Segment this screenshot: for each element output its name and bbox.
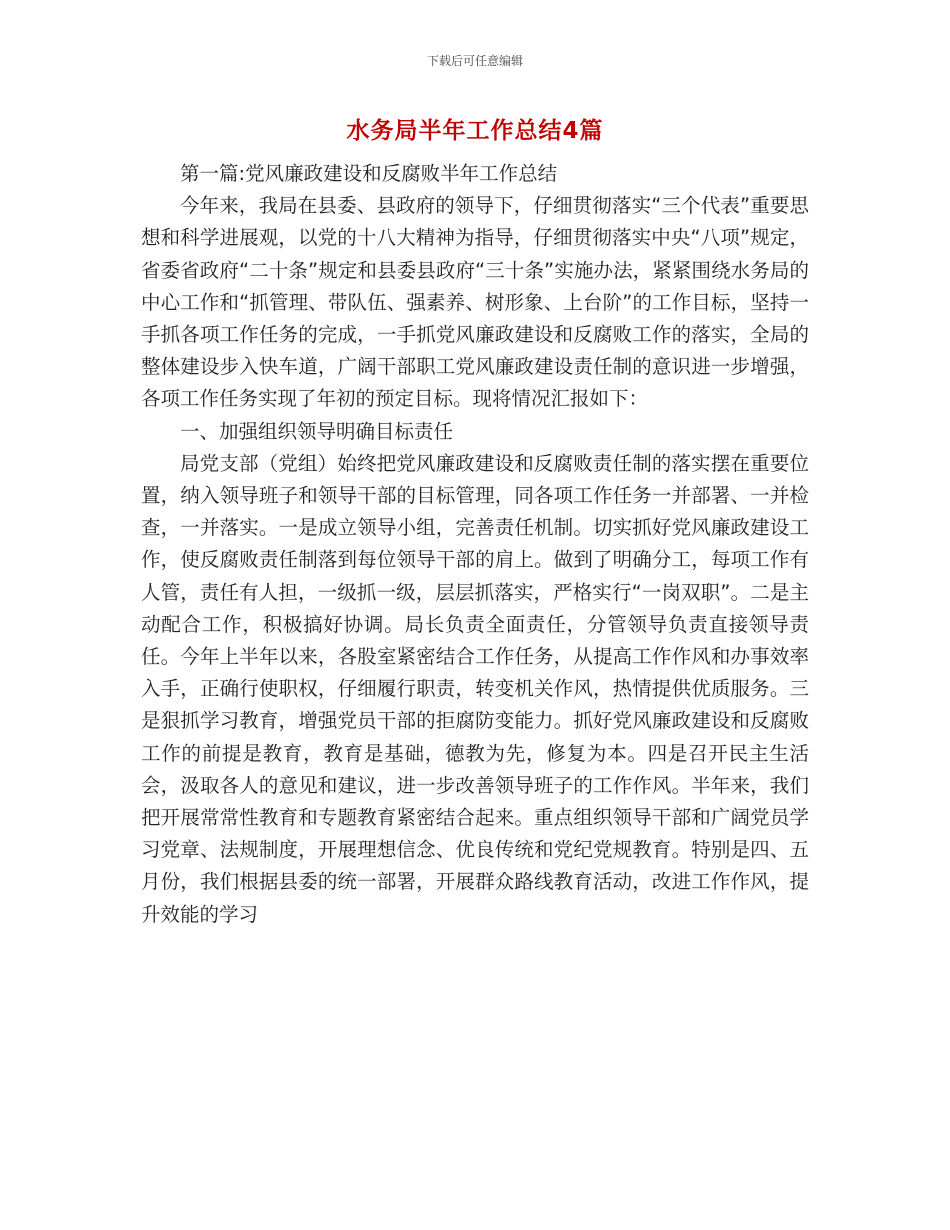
body-paragraph: 今年来，我局在县委、县政府的领导下，仔细贯彻落实“三个代表”重要思想和科学进展观，以党的十八大精神为指导，仔细贯彻落实中央“八项”规定，省委省政府“二十条”规定和县委县政府“三十条”实施办法，紧紧围绕水务局的中心工作和“抓管理、带队伍、强素养、树形象、上台阶”的工作目标，坚持一手抓各项工作任务的完成，一手抓党风廉政建设和反腐败工作的落实，全局的整体建设步入快车道，广阔干部职工党风廉政建设责任制的意识进一步增强，各项工作任务实现了年初的预定目标。现将情况汇报如下：: [141, 194, 809, 411]
header-note: 下载后可任意编辑: [426, 54, 523, 68]
document-body: [141, 158, 809, 931]
body-paragraph: 局党支部（党组）始终把党风廉政建设和反腐败责任制的落实摆在重要位置，纳入领导班子和领导干部的目标管理，同各项工作任务一并部署、一并检查，一并落实。一是成立领导小组，完善责任机制。切实抓好党风廉政建设工作，使反腐败责任制落到每位领导干部的肩上。做到了明确分工，每项工作有人管，责任有人担，一级抓一级，层层抓落实，严格实行“一岗双职”。二是主动配合工作，积极搞好协调。局长负责全面责任，分管领导负责直接领导责任。今年上半年以来，各股室紧密结合工作任务，从提高工作作风和办事效率入手，正确行使职权，仔细履行职责，转变机关作风，热情提供优质服务。三是狠抓学习教育，增强党员干部的拒腐防变能力。抓好党风廉政建设和反腐败工作的前提是教育，教育是基础，德教为先，修复为本。四是召开民主生活会，汲取各人的意见和建议，进一步改善领导班子的工作作风。半年来，我们把开展常常性教育和专题教育紧密结合起来。重点组织领导干部和广阔党员学习党章、法规制度，开展理想信念、优良传统和党纪党规教育。特别是四、五月份，我们根据县委的统一部署，开展群众路线教育活动，改进工作作风，提升效能的学习: [141, 451, 809, 926]
document-title: 水务局半年工作总结4篇: [346, 118, 604, 144]
section-heading: 一、加强组织领导明确目标责任: [180, 419, 454, 443]
section-heading: 第一篇:党风廉政建设和反腐败半年工作总结: [180, 162, 558, 185]
